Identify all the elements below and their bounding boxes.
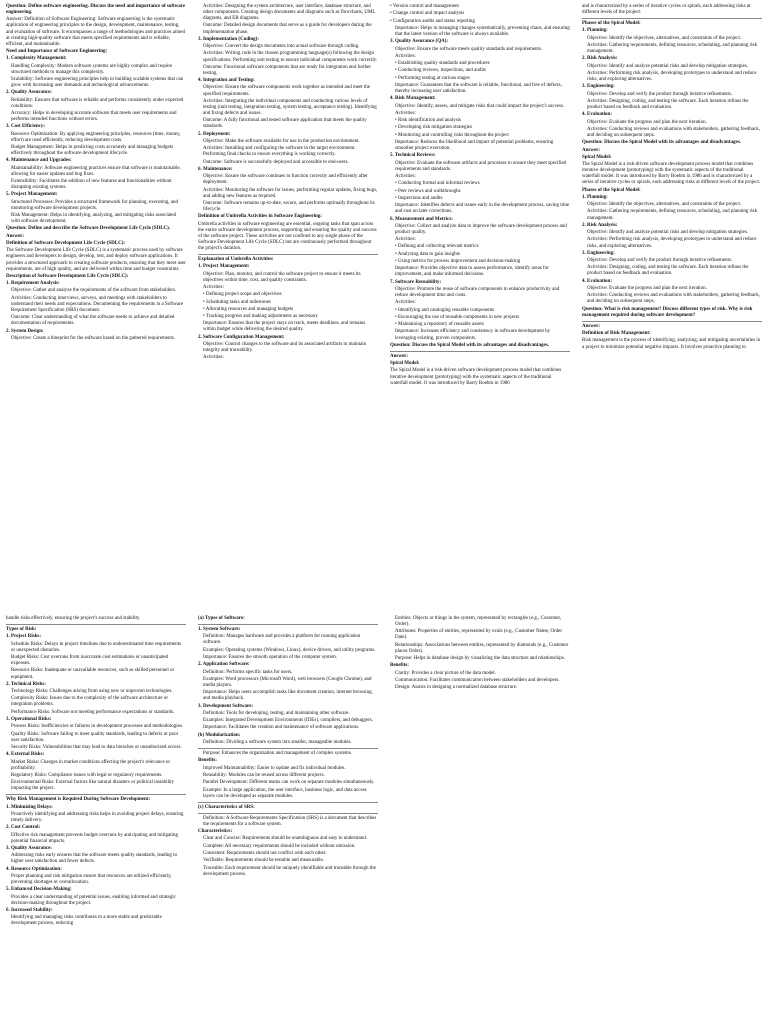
section-heading: 2. System Design:: [6, 328, 44, 334]
section-heading: Characteristics:: [198, 829, 233, 835]
paragraph: Objective: Identify the objectives, alternatives, and constraints of the project.: [587, 202, 742, 208]
section-heading: Question: Discuss the Spiral Model with its advantages and disadvantages.: [582, 140, 741, 146]
paragraph: Objective: Ensure the software components work together as intended and meet the specified requirements.: [203, 85, 371, 97]
section-heading: 6. Measurement and Metrics:: [390, 216, 453, 222]
paragraph: The Software Development Life Cycle (SDLC) is a systematic process used by software engineers and developers to design, develop, test, and deploy software applications. It provides a structured approach to creating software products, ensuring that they meet user requirements, are of high quality, and are delivered within time and budget constraints.: [6, 248, 186, 272]
paragraph: Security Risks: Vulnerabilities that may lead to data breaches or unauthorized access.: [11, 744, 182, 750]
section-heading: 6. Maintenance:: [198, 166, 233, 172]
paragraph: Objective: Control changes to the software and its associated artifacts to maintain integrity and traceability.: [203, 342, 367, 354]
paragraph: • Conducting reviews, inspections, and audits: [395, 68, 487, 74]
section-heading: 1. Project Management:: [198, 264, 250, 270]
top-column-2: [192, 0, 384, 552]
section-heading: Answer:: [582, 323, 601, 329]
paragraph: Activities: Performing risk analysis, developing prototypes to understand and reduce risks, and exploring alternatives.: [587, 237, 757, 249]
paragraph: Resource Optimization: By applying engineering principles, resources (time, money, effort) are used efficiently, reducing development costs.: [11, 131, 181, 143]
paragraph: Activities:: [203, 284, 224, 290]
paragraph: Activities: Designing the system architecture, user interface, database structure, and other components. Creating design documents and diagrams such as flowcharts, UML diagrams, and ER diagrams.: [203, 4, 376, 22]
paragraph: Objective: Evaluate the progress and plan the next iteration.: [587, 119, 707, 125]
paragraph: Outcome: Detailed design documents that serve as a guide for developers during the implementation phase.: [203, 23, 372, 35]
bottom-column-3: [384, 612, 576, 1024]
paragraph: Outcome: Clear understanding of what the software needs to achieve and detailed documentation of requirements.: [11, 315, 175, 327]
bottom-column-4: [576, 612, 768, 1024]
paragraph: Definition: A Software Requirements Specification (SRS) is a document that describes the requirements for a software system.: [203, 815, 377, 827]
bottom-column-1: [0, 612, 192, 1024]
section-heading: Definition of Umbrella Activities in Software Engineering:: [198, 214, 322, 220]
paragraph: Process Risks: Inefficiencies or failures in development processes and methodologies.: [11, 724, 184, 730]
paragraph: Activities:: [203, 355, 224, 361]
paragraph: Outcome: Software is successfully deployed and accessible to end-users.: [203, 159, 349, 165]
section-heading: Question: What is risk management? Discuss different types of risk. Why is risk management required during software development?: [582, 306, 753, 318]
paragraph: • Scheduling tasks and milestones: [203, 299, 271, 305]
section-heading: 7. Software Reusability:: [390, 279, 442, 285]
section-heading: Answer:: [6, 233, 25, 239]
paragraph: Examples: Integrated Development Environments (IDEs), compilers, and debuggers.: [203, 718, 373, 724]
paragraph: Definition: Manages hardware and provides a platform for running application software.: [203, 634, 361, 646]
section-heading: 4. Integration and Testing:: [198, 78, 255, 84]
paragraph: Activities: Gathering requirements, defining resources, scheduling, and planning risk management.: [587, 209, 758, 221]
paragraph: Identifying and managing risks contributes to a more stable and predictable development process, reducing: [11, 915, 162, 927]
paragraph: Activities: Integrating the individual components and conducting various levels of testing (unit testing, integration testing, system testing, acceptance testing). Identifying and fixing defects and issues.: [203, 98, 377, 116]
paragraph: Objective: Ensure the software meets quality standards and requirements.: [395, 46, 543, 52]
paragraph: Design: Assists in designing a normalized database structure.: [395, 685, 518, 691]
paragraph: Maintainability: Software engineering practices ensure that software is maintainable, allowing for easier updates and bug fixes.: [11, 165, 181, 177]
paragraph: Budget Risks: Cost overruns from inaccurate cost estimations or unanticipated expenses.: [11, 655, 169, 667]
section-heading: (b) Modularization:: [198, 732, 241, 738]
section-heading: 4. Resource Optimization:: [6, 866, 62, 872]
paragraph: Importance: Ensures that the project stays on track, meets deadlines, and remains within budget while delivering the desired quality.: [203, 321, 366, 333]
paragraph: Activities: Installing and configuring the software in the target environment. Performing final checks to ensure everything is working correctly.: [203, 146, 356, 158]
section-heading: 2. Cost Control:: [6, 825, 41, 831]
paragraph: Proper planning and risk mitigation ensure that resources are utilized efficiently, preventing shortages or overallocation.: [11, 873, 172, 885]
section-heading: 2. Software Configuration Management:: [198, 334, 285, 340]
paragraph: Handling Complexity: Modern software systems are highly complex and require structured methods to manage this complexity.: [11, 63, 173, 75]
paragraph: Activities:: [395, 110, 416, 116]
paragraph: Objective: Identify, assess, and mitigate risks that could impact the project's success.: [395, 103, 565, 109]
paragraph: The Spiral Model is a risk-driven software development process model that combines iterative development (prototyping) with the systematic aspects of the traditional waterfall model. It was introduced by Barry Boehm in 1986: [390, 368, 562, 386]
section-heading: Description of Software Development Life Cycle (SDLC):: [6, 273, 129, 279]
section-heading: Definition of Software Development Life Cycle (SDLC):: [6, 241, 126, 247]
divider: [198, 748, 378, 749]
paragraph: Activities: Designing, coding, and testing the software. Each iteration refines the product based on feedback and evaluation.: [587, 98, 749, 110]
paragraph: • Allocating resources and managing budgets: [203, 306, 294, 312]
section-heading: Explanation of Umbrella Activities:: [198, 257, 274, 263]
paragraph: Provides a clear understanding of potential issues, enabling informed and strategic decision-making throughout the project.: [11, 894, 176, 906]
section-heading: Why Risk Management is Required During Software Development:: [6, 797, 151, 803]
paragraph: • Version control and management: [390, 4, 459, 9]
paragraph: Traceable: Each requirement should be uniquely identifiable and traceable through the development process.: [203, 865, 376, 877]
paragraph: and is characterized by a series of iterative cycles or spirals, each addressing risks at different levels of the project.: [582, 4, 751, 16]
paragraph: Objective: Ensure the software continues to function correctly and efficiently after deployment.: [203, 174, 368, 186]
paragraph: Activities:: [395, 300, 416, 306]
paragraph: Objective: Convert the design documents into actual software through coding.: [203, 44, 360, 50]
section-heading: Phases of the Spiral Model:: [582, 21, 641, 27]
paragraph: Communication: Facilitates communication between stakeholders and developers.: [395, 677, 560, 683]
paragraph: Examples: Word processors (Microsoft Word), web browsers (Google Chrome), and media players.: [203, 676, 372, 688]
paragraph: • Inspections and audits: [395, 195, 443, 201]
paragraph: Clarity: Provides a clear picture of the data model.: [395, 670, 496, 676]
paragraph: Objective: Evaluate the software artifacts and processes to ensure they meet specified requirements and standards.: [395, 160, 567, 172]
section-heading: 1. Planning:: [582, 194, 608, 200]
paragraph: Importance: Facilitates the creation and maintenance of software applications.: [203, 725, 360, 731]
section-heading: 2. Technical Risks:: [6, 681, 46, 687]
paragraph: Activities: Monitoring the software for issues, performing regular updates, fixing bugs, and adding new features as required.: [203, 187, 378, 199]
section-heading: 3. Operational Risks:: [6, 717, 52, 722]
section-heading: 4. Evaluation:: [582, 112, 613, 118]
paragraph: Scalability: Software engineering principles help in building scalable systems that can grow with increasing user demands and technological advancements.: [11, 76, 184, 89]
bottom-column-row: [0, 612, 768, 1024]
paragraph: Risk management is the process of identifying, analyzing, and mitigating uncertainties in a project to minimize potential negative impacts. It involves proactive planning to: [582, 338, 761, 350]
paragraph: Definition: Tools for developing, testing, and maintaining other software.: [203, 710, 350, 716]
section-heading: 1. Requirement Analysis:: [6, 281, 60, 287]
paragraph: Environmental Risks: External factors like natural disasters or political instability impacting the project.: [11, 780, 175, 792]
paragraph: Objective: Develop and verify the product through iterative refinements.: [587, 258, 733, 264]
section-heading: 1. Minimizing Delays:: [6, 804, 53, 810]
section-heading: 2. Quality Assurance:: [6, 90, 52, 96]
paragraph: Objective: Identify and analyze potential risks and develop mitigation strategies.: [587, 63, 749, 69]
paragraph: Effective risk management prevents budget overruns by anticipating and mitigating potential financial impacts.: [11, 832, 178, 844]
paragraph: Budget Management: Helps in predicting costs accurately and managing budgets effectively throughout the software development lifecycle.: [11, 145, 174, 157]
section-heading: Question: Discuss the Spiral Model with its advantages and disadvantages.: [390, 342, 549, 348]
paragraph: Risk Management: Helps in identifying, analyzing, and mitigating risks associated with software development.: [11, 213, 177, 225]
section-heading: (c) Characteristics of SRS:: [198, 804, 255, 810]
paragraph: Verifiable: Requirements should be testable and measurable.: [203, 858, 324, 864]
section-heading: 5. Deployment:: [198, 131, 231, 137]
paragraph: Complete: All necessary requirements should be included without omission.: [203, 843, 356, 849]
paragraph: Outcome: Software remains up-to-date, secure, and performs optimally throughout its lifecycle.: [203, 200, 375, 212]
paragraph: Purpose: Enhances the organization and management of complex systems.: [203, 751, 352, 757]
paragraph: • Using metrics for process improvement and decision-making: [395, 259, 521, 264]
top-column-3: [384, 0, 576, 552]
top-column-4: [576, 0, 768, 552]
paragraph: • Maintaining a repository of reusable assets: [395, 322, 484, 328]
section-heading: 4. Evaluation:: [582, 278, 613, 284]
section-heading: Phases of the Spiral Model:: [582, 187, 641, 193]
paragraph: • Identifying and cataloging reusable components: [395, 307, 495, 313]
paragraph: Importance: Increases efficiency and consistency in software development by leveraging existing, proven components.: [395, 329, 551, 341]
section-heading: Question: Define and describe the Software Development Life Cycle (SDLC).: [6, 226, 171, 232]
bottom-column-2: [192, 612, 384, 1024]
paragraph: Consistent: Requirements should not conflict with each other.: [203, 851, 327, 857]
paragraph: • Conducting formal and informal reviews: [395, 181, 480, 187]
section-heading: 3. Cost Efficiency:: [6, 124, 46, 130]
section-heading: 4. Maintenance and Upgrades:: [6, 158, 72, 164]
paragraph: Accuracy: Helps in developing accurate software that meets user requirements and performs intended functions without errors.: [11, 111, 177, 123]
paragraph: Clear and Concise: Requirements should be unambiguous and easy to understand.: [203, 836, 367, 842]
paragraph: Improved Maintainability: Easier to update and fix individual modules.: [203, 765, 346, 771]
paragraph: Purpose: Helps in database design by visualizing the data structure and relationships.: [395, 656, 565, 662]
paragraph: Activities: Writing code in the chosen programming language(s) following the design specifications. Performing unit testing to ensure individual components work correctly.: [203, 51, 378, 63]
paragraph: Quality Risks: Software failing to meet quality standards, leading to defects or poor user satisfaction.: [11, 731, 179, 743]
paragraph: • Establishing quality standards and procedures: [395, 61, 490, 67]
paragraph: Activities:: [395, 53, 416, 59]
section-heading: 5. Project Management:: [6, 192, 58, 198]
paragraph: Resource Risks: Inadequate or unavailable resources, such as skilled personnel or equipment.: [11, 668, 175, 680]
paragraph: Structured Processes: Provides a structured framework for planning, executing, and monitoring software development projects.: [11, 199, 179, 211]
paragraph: Outcome: Functional software components that are ready for integration and further testing.: [203, 64, 371, 76]
section-heading: 3. Quality Assurance:: [6, 845, 52, 851]
paragraph: Proactively identifying and addressing risks helps in avoiding project delays, ensuring timely delivery.: [11, 811, 184, 823]
paragraph: Objective: Collect and analyze data to improve the software development process and product quality.: [395, 223, 567, 235]
paragraph: Answer: Definition of Software Engineering: Software engineering is the systematic application of engineering principles to the design, development, maintenance, testing, and evaluation of software. It encompasses a range of methodologies and practices aimed at creating high-quality software that meets specified requirements and is reliable, efficient, and maintainable.: [6, 17, 185, 47]
section-heading: Need and Importance of Software Engineering:: [6, 49, 108, 55]
divider: [582, 321, 762, 322]
divider: [582, 18, 762, 19]
section-heading: 1. Complexity Management:: [6, 56, 67, 62]
section-heading: Answer:: [390, 353, 409, 359]
divider: [6, 794, 186, 795]
section-heading: Definition of Risk Management:: [582, 331, 651, 337]
paragraph: Objective: Identify and analyze potential risks and develop mitigation strategies.: [587, 230, 749, 236]
paragraph: Activities: Conducting reviews and evaluations with stakeholders, gathering feedback, and deciding on subsequent steps.: [587, 293, 761, 305]
section-heading: Spiral Model:: [390, 361, 420, 367]
section-heading: Answer:: [582, 147, 601, 153]
paragraph: Objective: Plan, monitor, and control the software project to ensure it meets its objectives within time, cost, and quality constraints.: [203, 271, 361, 283]
section-heading: 3. Engineering:: [582, 84, 615, 90]
section-heading: 1. System Software:: [198, 627, 241, 633]
paragraph: Activities: Gathering requirements, defining resources, scheduling, and planning risk management.: [587, 43, 758, 55]
section-heading: 1. Planning:: [582, 28, 608, 34]
section-heading: 3. Quality Assurance (QA):: [390, 39, 449, 45]
section-heading: 2. Risk Analysis:: [582, 222, 618, 228]
paragraph: • Risk identification and analysis: [395, 118, 461, 124]
section-heading: Spiral Model:: [582, 154, 612, 160]
paragraph: • Defining and collecting relevant metrics: [395, 244, 479, 250]
paragraph: Performance Risks: Software not meeting performance expectations or standards.: [11, 709, 175, 715]
paragraph: • Analyzing data to gain insights: [395, 251, 460, 257]
divider: [198, 254, 378, 255]
divider: [198, 624, 378, 625]
paragraph: Umbrella activities in software engineering are essential, ongoing tasks that span across the entire software development process, supporting and ensuring the quality and success of the software project. These activities are not confined to any single phase of the Software Development Life Cycle (SDLC) but are continuously performed throughout the project's duration.: [198, 221, 377, 251]
section-heading: 3. Development Software:: [198, 703, 254, 709]
paragraph: Extensibility: Facilitates the addition of new features and functionalities without disrupting existing systems.: [11, 179, 172, 191]
paragraph: Objective: Make the software available for use in the production environment.: [203, 138, 360, 144]
paragraph: Examples: Operating systems (Windows, Linux), device drivers, and utility programs.: [203, 647, 376, 653]
paragraph: Definition: Performs specific tasks for users.: [203, 669, 293, 675]
paragraph: • Peer reviews and walkthroughs: [395, 188, 461, 194]
section-heading: 2. Application Software:: [198, 662, 250, 668]
paragraph: Activities:: [395, 174, 416, 179]
section-heading: Question: Define software engineering. Discuss the need and importance of software engineering.: [6, 4, 186, 16]
paragraph: • Performing testing at various stages: [395, 75, 470, 81]
top-column-1: [0, 0, 192, 552]
paragraph: • Developing risk mitigation strategies: [395, 125, 473, 131]
section-heading: Types of Risk:: [6, 627, 37, 633]
section-heading: Benefits:: [198, 758, 217, 764]
section-heading: 1. Project Risks:: [6, 634, 42, 640]
divider: [390, 351, 570, 352]
paragraph: • Encouraging the use of reusable components in new projects: [395, 314, 520, 320]
paragraph: Activities: Performing risk analysis, developing prototypes to understand and reduce risks, and exploring alternatives.: [587, 70, 757, 83]
section-heading: (a) Types of Software:: [198, 616, 245, 621]
paragraph: Regulatory Risks: Compliance issues with legal or regulatory requirements.: [11, 772, 163, 778]
paragraph: Outcome: A fully functional and tested software application that meets the quality standards.: [203, 118, 367, 130]
section-heading: 4. External Risks:: [6, 752, 45, 758]
paragraph: Importance: Helps in managing changes systematically, preventing chaos, and ensuring that the latest version of the software is always available.: [395, 25, 570, 37]
paragraph: The Spiral Model is a risk-driven software development process model that combines iterative development (prototyping) with the systematic aspects of the traditional waterfall model. It was introduced by Barry Boehm in 1986 and is characterized by a series of iterative cycles or spirals, each addressing risks at different levels of the project.: [582, 162, 761, 186]
paragraph: Activities: Designing, coding, and testing the software. Each iteration refines the product based on feedback and evaluation.: [587, 265, 749, 277]
paragraph: Schedule Risks: Delays in project timelines due to underestimated time requirements or unexpected obstacles.: [11, 641, 181, 653]
paragraph: Example: In a large application, the user interface, business logic, and data access layers can be developed as separate modules.: [203, 787, 367, 799]
divider: [198, 813, 378, 814]
section-heading: 6. Increased Stability:: [6, 907, 53, 913]
section-heading: 4. Risk Management:: [390, 96, 436, 102]
paragraph: Reliability: Ensures that software is reliable and performs consistently under expected conditions.: [11, 97, 184, 109]
paragraph: Objective: Evaluate the progress and plan the next iteration.: [587, 286, 707, 291]
divider: [198, 802, 378, 803]
paragraph: Market Risks: Changes in market conditions affecting the project's relevance or profitability.: [11, 759, 171, 771]
paragraph: Objective: Gather and analyze the requirements of the software from stakeholders.: [11, 288, 177, 294]
divider: [6, 624, 186, 625]
section-heading: 5. Technical Reviews:: [390, 153, 436, 159]
paragraph: Activities:: [395, 237, 416, 243]
section-heading: 2. Risk Analysis:: [582, 56, 618, 62]
section-heading: Benefits:: [390, 663, 409, 669]
paragraph: Objective: Promote the reuse of software components to enhance productivity and reduce development time and costs.: [395, 286, 560, 299]
paragraph: Complexity Risks: Issues due to the complexity of the software architecture or integration problems.: [11, 696, 169, 708]
paragraph: Importance: Ensures the smooth operation of the computer system.: [203, 655, 337, 661]
paragraph: • Change control and impact analysis: [390, 11, 465, 17]
section-heading: 3. Implementation (Coding):: [198, 36, 259, 42]
section-heading: 5. Enhanced Decision-Making:: [6, 887, 72, 893]
paragraph: Objective: Create a blueprint for the software based on the gathered requirements.: [11, 335, 176, 341]
paragraph: • Monitoring and controlling risks throughout the project: [395, 132, 509, 138]
paragraph: Attributes: Properties of entities, represented by ovals (e.g., Customer Name, Order Date).: [395, 629, 563, 641]
paragraph: Importance: Guarantees that the software is reliable, functional, and free of defects, thereby increasing user satisfaction.: [395, 82, 562, 94]
paragraph: Relationships: Associations between entities, represented by diamonds (e.g., Customer places Order).: [395, 642, 569, 654]
paragraph: • Defining project scope and objectives: [203, 292, 282, 298]
paragraph: Activities: Conducting reviews and evaluations with stakeholders, gathering feedback, and deciding on subsequent steps.: [587, 126, 761, 138]
paragraph: Objective: Identify the objectives, alternatives, and constraints of the project.: [587, 35, 742, 41]
paragraph: handle risks effectively, ensuring the project's success and stability.: [6, 616, 141, 621]
paragraph: Entities: Objects or things in the system, represented by rectangles (e.g., Customer, Order).: [395, 616, 562, 628]
paragraph: Importance: Reduces the likelihood and impact of potential problems, ensuring smoother project execution.: [395, 139, 554, 152]
section-heading: 3. Engineering:: [582, 250, 615, 256]
paragraph: Parallel Development: Different teams can work on separate modules simultaneously.: [203, 780, 375, 786]
paragraph: Reusability: Modules can be reused across different projects.: [203, 772, 325, 778]
paragraph: Importance: Helps users accomplish tasks like document creation, internet browsing, and media playback.: [203, 690, 373, 702]
paragraph: Definition: Dividing a software system into smaller, manageable modules.: [203, 740, 352, 746]
paragraph: Importance: Provides objective data to assess performance, identify areas for improvement, and make informed decisions.: [395, 266, 549, 278]
paragraph: • Tracking progress and making adjustments as necessary: [203, 314, 318, 320]
paragraph: Activities: Conducting interviews, surveys, and meetings with stakeholders to understand their needs and expectations. Documenting the requirements in a Software Requirement Specification (SRS) document.: [11, 295, 184, 313]
paragraph: Objective: Develop and verify the product through iterative refinements.: [587, 91, 733, 97]
paragraph: • Configuration audits and status reporting: [390, 18, 475, 24]
paragraph: Technology Risks: Challenges arising from using new or unproven technologies.: [11, 689, 173, 695]
paragraph: Addressing risks early ensures that the software meets quality standards, leading to higher user satisfaction and fewer defects.: [11, 853, 178, 865]
paragraph: Importance: Identifies defects and issues early in the development process, saving time and cost on later corrections.: [395, 203, 570, 215]
